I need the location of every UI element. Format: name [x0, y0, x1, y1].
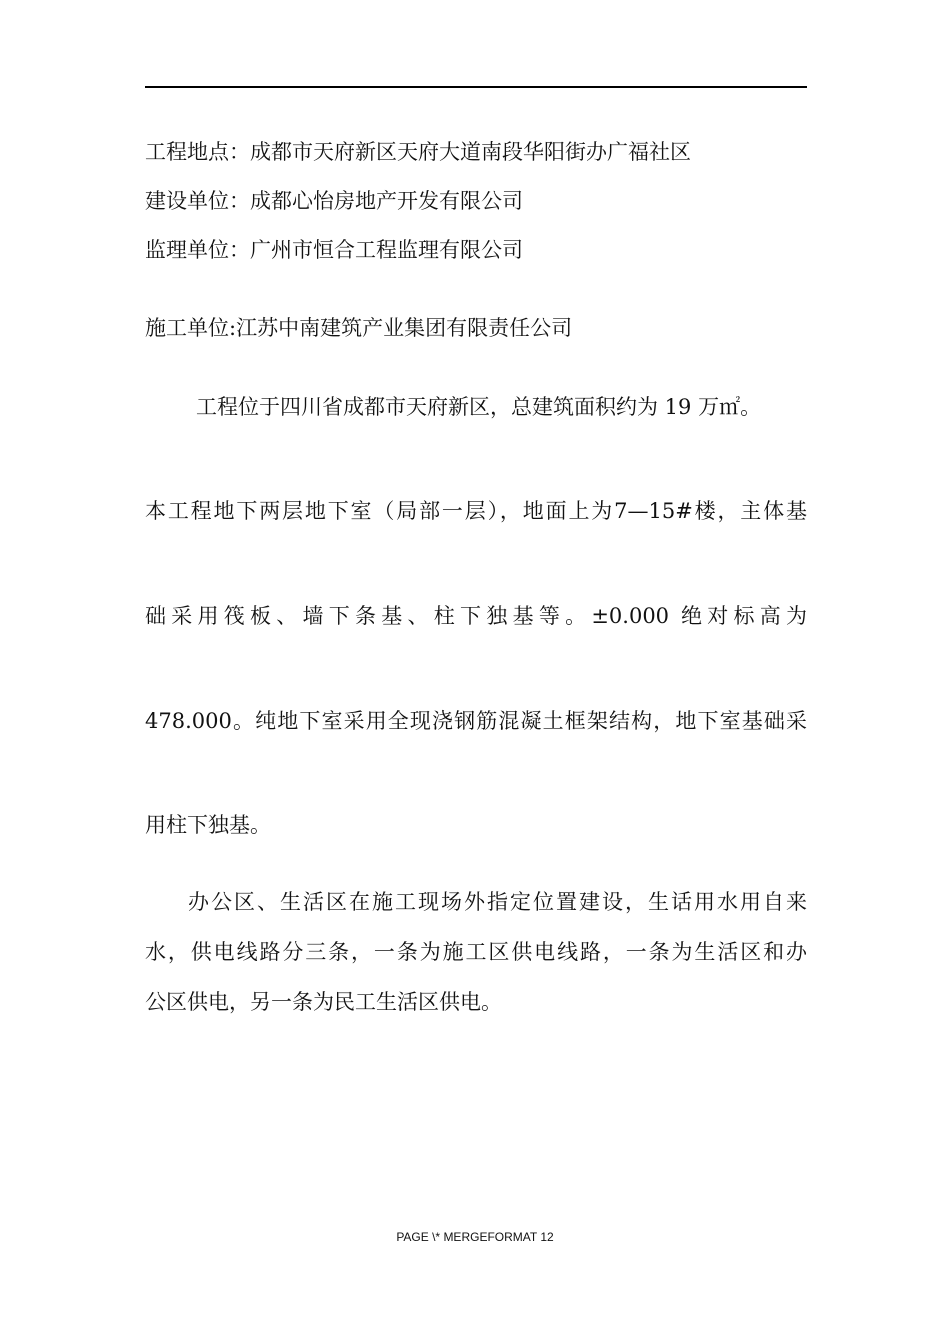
overview-line-1: 工程位于四川省成都市天府新区，总建筑面积约为 19 万㎡。 [196, 395, 762, 419]
overview-line-3: 础采用筏板、墙下条基、柱下独基等。±0.000 绝对标高为 [145, 604, 807, 628]
site-line-2: 水，供电线路分三条，一条为施工区供电线路，一条为生活区和办 [145, 940, 807, 964]
project-contractor: 施工单位:江苏中南建筑产业集团有限责任公司 [145, 316, 573, 340]
overview-line-5: 用柱下独基。 [145, 813, 271, 837]
project-developer: 建设单位：成都心怡房地产开发有限公司 [145, 189, 523, 213]
overview-line-4: 478.000。纯地下室采用全现浇钢筋混凝土框架结构，地下室基础采 [145, 709, 807, 733]
overview-line-2: 本工程地下两层地下室（局部一层），地面上为7—15#楼，主体基 [145, 499, 807, 523]
page-footer: PAGE \* MERGEFORMAT 12 [396, 1230, 554, 1244]
site-line-1: 办公区、生活区在施工现场外指定位置建设，生话用水用自来 [188, 890, 807, 914]
site-line-3: 公区供电，另一条为民工生活区供电。 [145, 990, 502, 1014]
project-supervisor: 监理单位：广州市恒合工程监理有限公司 [145, 238, 523, 262]
project-location: 工程地点：成都市天府新区天府大道南段华阳街办广福社区 [145, 140, 691, 164]
header-rule [145, 86, 807, 88]
